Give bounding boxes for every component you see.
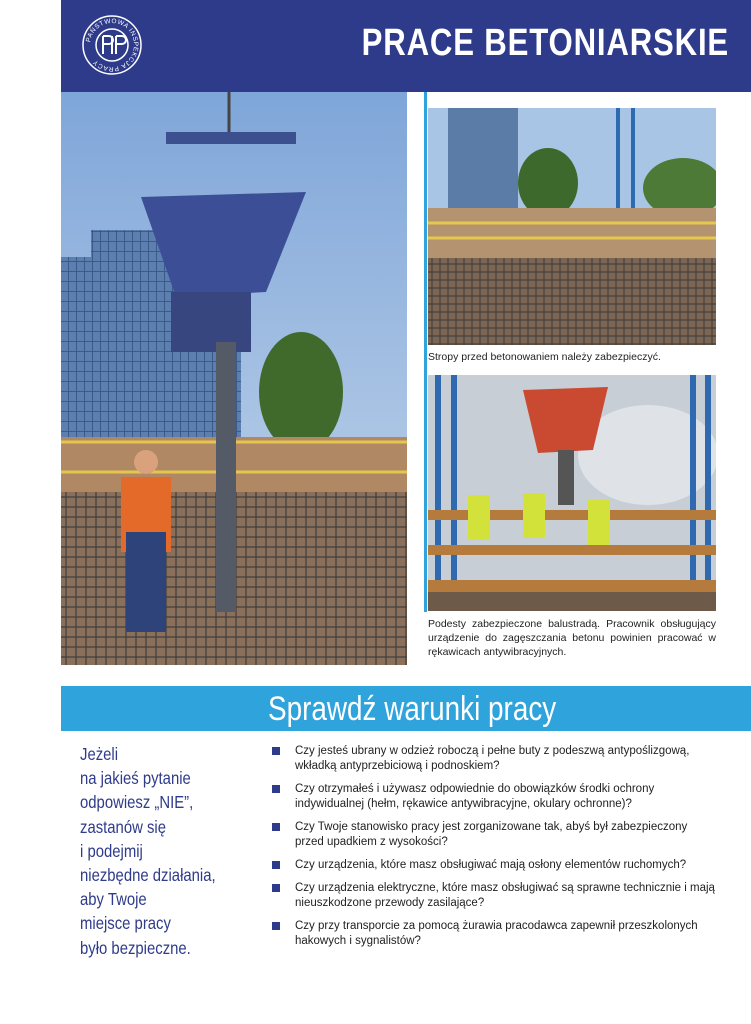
checklist-item xyxy=(269,858,719,873)
square-bullet-icon xyxy=(272,922,280,930)
checklist-item-text: Czy otrzymałeś i używasz odpowiednie do obowiązków środki ochrony indywidualnej (hełm, rękawice antywibracyjne, okulary ochronne)? xyxy=(295,783,655,810)
intro-line: Jeżeli xyxy=(80,744,119,764)
railing-caption: Podesty zabezpieczone balustradą. Pracownik obsługujący urządzenie do zagęszczania betonu powinien pracować w rękawicach antywibracyjnych. xyxy=(428,618,716,658)
intro-text xyxy=(80,742,225,960)
checklist-item-text: Czy przy transporcie za pomocą żurawia pracodawca zapewnił przeszkolonych hakowych i sygnalistów? xyxy=(295,920,698,947)
slab-caption: Stropy przed betonowaniem należy zabezpieczyć. xyxy=(428,351,661,363)
checklist-item-text: Czy Twoje stanowisko pracy jest zorganizowane tak, abyś był zabezpieczony przed upadkiem z wysokości? xyxy=(295,821,688,848)
checklist-item-text: Czy urządzenia elektryczne, które masz obsługiwać są sprawne technicznie i mają nieuszkodzone przewody zasilające? xyxy=(295,882,715,909)
checklist-item xyxy=(269,919,719,949)
intro-line: zastanów się xyxy=(80,816,166,837)
intro-line: miejsce pracy xyxy=(80,913,171,934)
checklist-item xyxy=(269,881,719,911)
header-banner xyxy=(61,0,751,92)
checklist xyxy=(269,744,719,957)
intro-line: niezbędne działania, xyxy=(80,865,216,886)
guardrail-platform-photo xyxy=(428,375,716,611)
square-bullet-icon xyxy=(272,884,280,892)
intro-line: na jakieś pytanie xyxy=(80,768,191,789)
square-bullet-icon xyxy=(272,861,280,869)
checklist-item xyxy=(269,820,719,850)
pip-logo xyxy=(81,14,143,76)
square-bullet-icon xyxy=(272,823,280,831)
checklist-item-text: Czy urządzenia, które masz obsługiwać mają osłony elementów ruchomych? xyxy=(295,859,687,871)
checklist-item xyxy=(269,782,719,812)
checklist-item xyxy=(269,744,719,774)
accent-divider xyxy=(424,92,427,612)
intro-line: aby Twoje xyxy=(80,889,147,910)
intro-line: odpowiesz „NIE”, xyxy=(80,792,194,813)
checklist-item-text: Czy jesteś ubrany w odzież roboczą i pełne buty z podeszwą antypoślizgową, wkładką antyprzebiciową i podnoskiem? xyxy=(295,745,690,772)
page-title: PRACE BETONIARSKIE xyxy=(361,22,729,64)
rebar-slab-photo xyxy=(428,108,716,345)
concrete-bucket-photo xyxy=(61,92,407,665)
section-banner xyxy=(61,686,751,731)
section-title: Sprawdź warunki pracy xyxy=(268,690,557,728)
square-bullet-icon xyxy=(272,747,280,755)
intro-line: było bezpieczne. xyxy=(80,937,191,958)
square-bullet-icon xyxy=(272,785,280,793)
intro-line: i podejmij xyxy=(80,840,143,861)
svg-text:PAŃSTWOWA INSPEKCJA PRACY: PAŃSTWOWA INSPEKCJA PRACY xyxy=(85,17,140,73)
